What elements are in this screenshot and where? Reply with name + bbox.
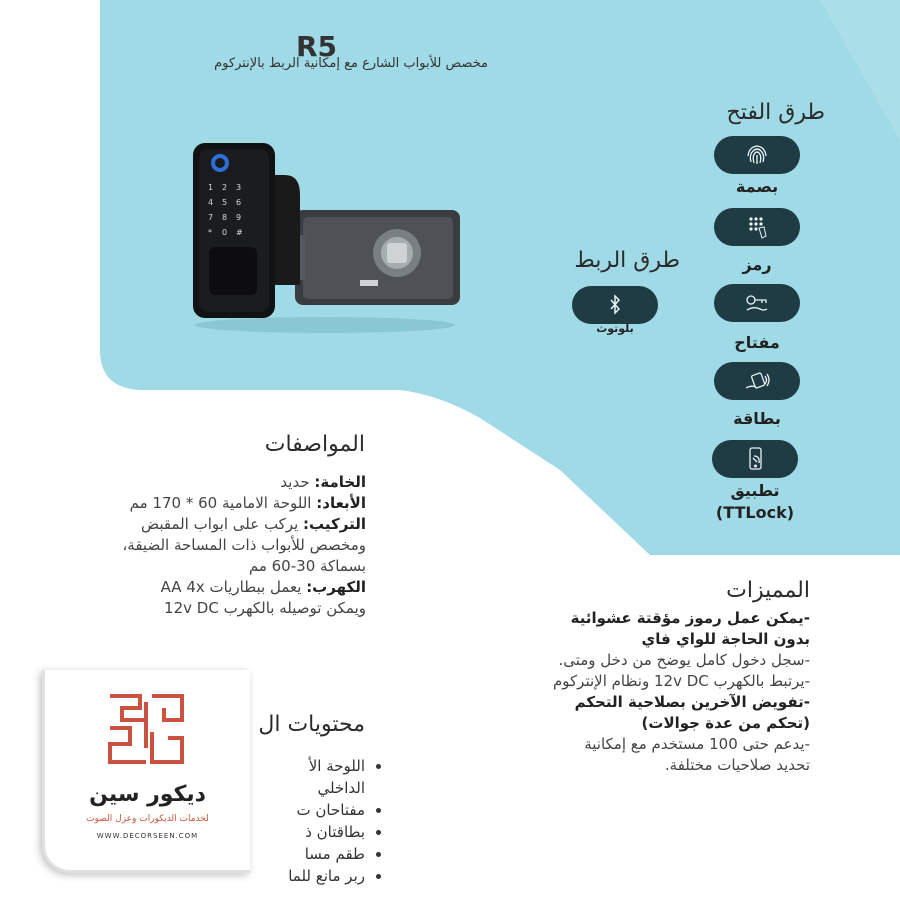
contents-item: • بطاقتان ذ [200,821,365,843]
opening-methods-title: طرق الفتح [726,100,825,125]
svg-text:2: 2 [222,183,228,192]
spec-power: الكهرب: يعمل ببطاريات AA 4x ويمكن توصيله بالكهرب 12v DC [160,578,366,617]
contents-item: • ربر مانع للما [200,865,365,887]
features-title: المميزات [726,578,810,603]
feature-access-log: -سجل دخول كامل يوضح من دخل ومتى. [558,651,810,669]
feature-users: -يدعم حتى 100 مستخدم مع إمكانية تحديد صلاحيات مختلفة. [584,735,810,774]
card-pill [714,362,800,400]
svg-text:3: 3 [236,183,242,192]
smart-lock-image [175,135,465,335]
svg-text:8: 8 [222,213,228,222]
app-label-ttlock: (TTLock) [715,503,795,522]
logo-name: ديكور سين [89,782,206,807]
logo-url: WWW.DECORSEEN.COM [96,832,199,840]
svg-text:*: * [208,228,212,237]
svg-text:1: 1 [208,183,214,192]
card-label: بطاقة [733,409,781,428]
bluetooth-icon [600,292,630,318]
key-label: مفتاح [734,333,780,352]
fingerprint-icon [742,142,772,168]
contents-item: الداخلي [317,779,365,797]
features-list [548,608,810,776]
svg-text:0: 0 [222,228,228,237]
phone-app-icon [740,446,770,472]
key-pill [714,284,800,322]
logo-tagline: لخدمات الديكورات وعزل الصوت [86,814,209,824]
spec-installation: التركيب: يركب على ابواب المقبض ومخصص للأبواب ذات المساحة الضيقة، بسماكة 30-60 مم [122,515,366,575]
app-pill [712,440,798,478]
connection-methods-title: طرق الربط [574,248,680,273]
logo-card [42,670,250,873]
bluetooth-pill [572,286,658,324]
specs-title: المواصفات [264,432,365,457]
feature-temp-codes: -يمكن عمل رموز مؤقتة عشوائية بدون الحاجة للواي فاي [570,609,810,648]
keypad-pill [714,208,800,246]
keypad-label: رمز [742,255,772,274]
fingerprint-pill [714,136,800,174]
model-title: R5 [296,30,338,63]
model-subtitle: مخصص للأبواب الشارع مع إمكانية الربط بالإنتركوم [214,56,488,71]
svg-text:5: 5 [222,198,228,207]
svg-text:#: # [236,228,243,237]
feature-intercom: -يرتبط بالكهرب 12v DC ونظام الإنتركوم [552,672,810,690]
card-icon [742,368,772,394]
spec-dimensions: الأبعاد: اللوحة الامامية 60 * 170 مم [129,494,366,512]
contents-item: • طقم مسا [200,843,365,865]
svg-text:7: 7 [208,213,214,222]
keypad-icon [742,214,772,240]
key-icon [742,290,772,316]
spec-material: الخامة: حديد [280,473,366,491]
feature-delegation: -تفويض الآخرين بصلاحية التحكم (تحكم من عدة جوالات) [574,693,810,732]
specs-list [118,472,366,619]
decorseen-logo-mark [100,688,192,770]
svg-text:4: 4 [208,198,214,207]
bluetooth-label: بلوتوث [596,322,634,335]
contents-item: • مفتاحان ت [200,799,365,821]
app-label: تطبيق [730,481,780,500]
contents-item: • اللوحة الأ [200,755,365,777]
svg-text:6: 6 [236,198,242,207]
svg-text:9: 9 [236,213,242,222]
contents-title: محتويات ال [258,712,365,737]
fingerprint-label: بصمة [735,177,779,196]
